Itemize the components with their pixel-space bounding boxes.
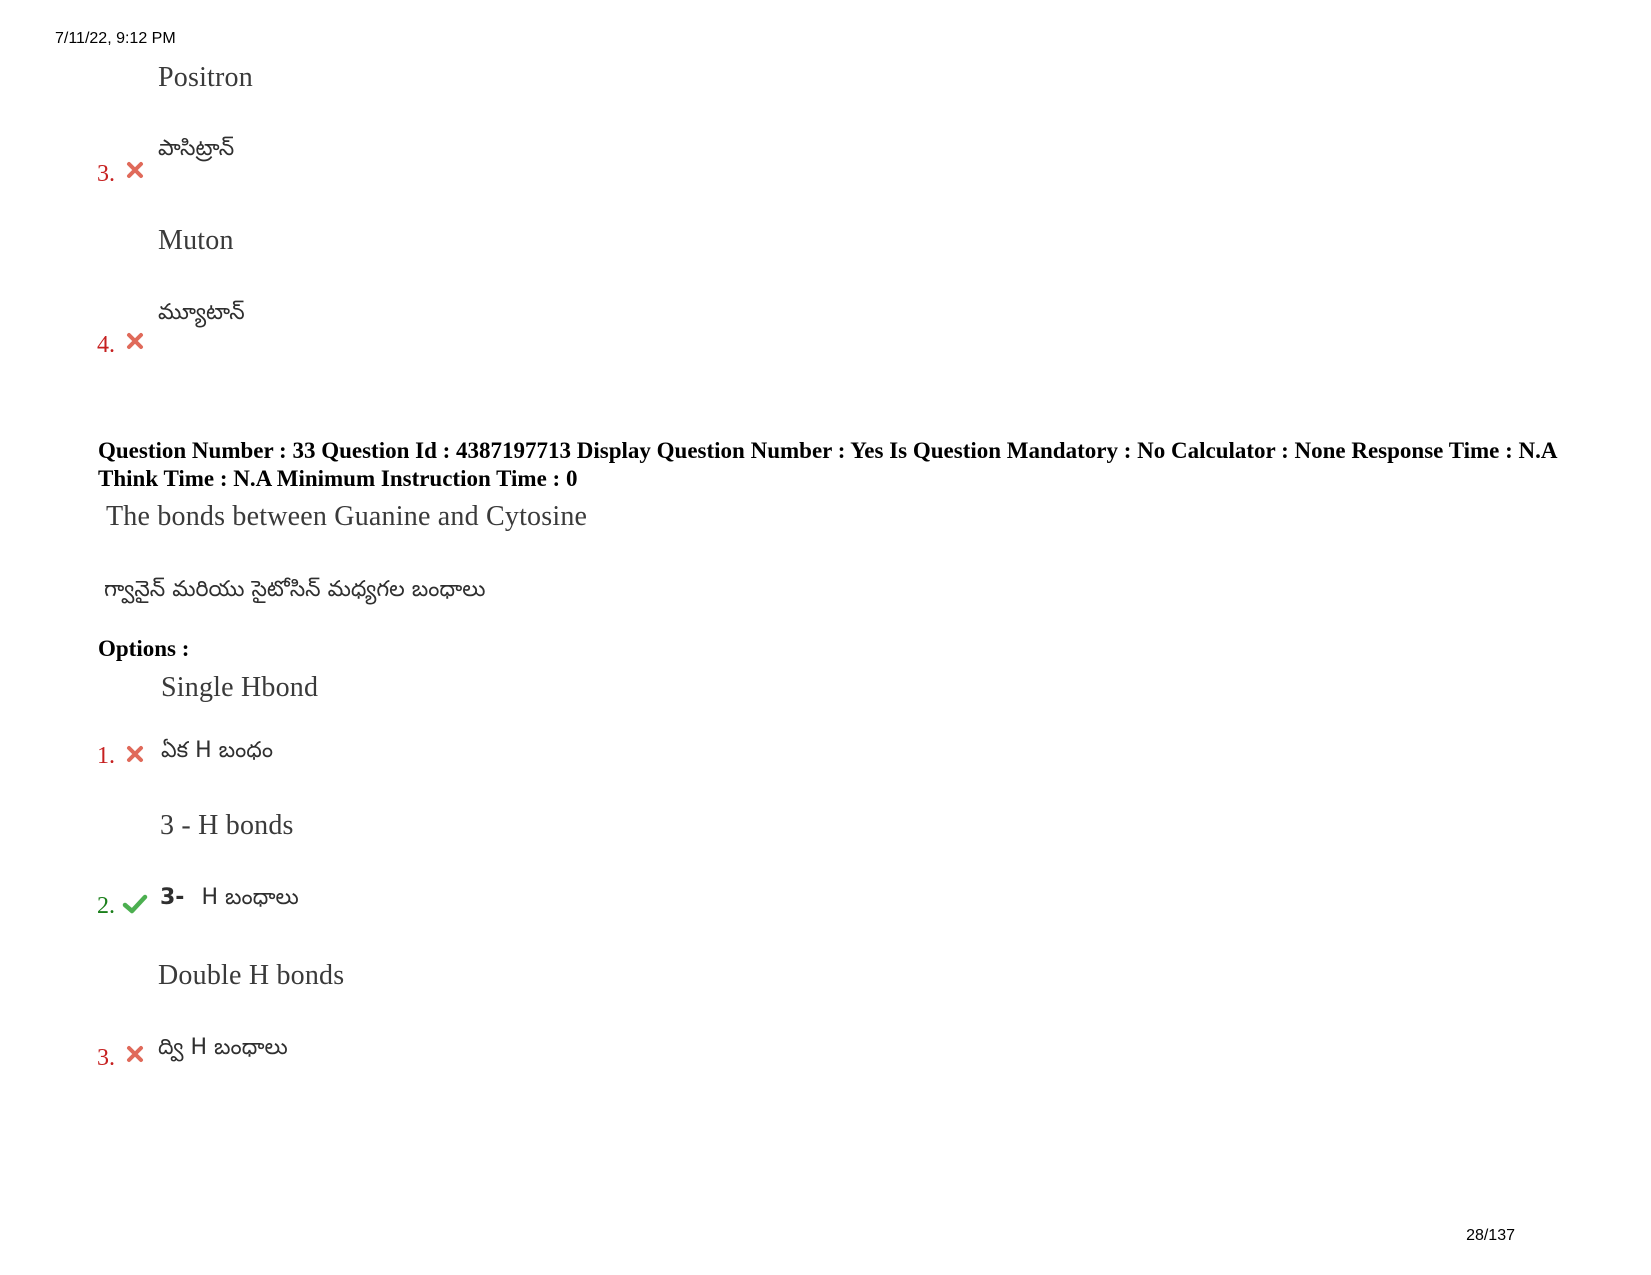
options-label: Options : xyxy=(98,636,190,661)
cross-icon xyxy=(124,743,146,765)
option-number: 3. xyxy=(97,1045,115,1071)
option-telugu-suffix: H బంధాలు xyxy=(201,885,299,910)
cross-icon xyxy=(124,159,146,181)
option-number: 1. xyxy=(97,743,115,769)
option-english-text: Single Hbond xyxy=(161,672,319,703)
option-telugu-text: మ్యూటాన్ xyxy=(158,300,245,325)
cross-icon xyxy=(124,1043,146,1065)
option-telugu-prefix: 3- xyxy=(160,885,185,910)
option-english-text: Muton xyxy=(158,225,234,256)
option-telugu-text: ఏక H బంధం xyxy=(161,738,273,763)
option-english-text: 3 - H bonds xyxy=(160,810,294,841)
option-number: 3. xyxy=(97,161,115,187)
option-telugu-text: పాసిట్రాన్ xyxy=(158,136,235,161)
option-telugu-text: ద్వి H బంధాలు xyxy=(158,1035,288,1060)
option-number: 2. xyxy=(97,893,115,919)
option-english-text: Double H bonds xyxy=(158,960,345,991)
cross-icon xyxy=(124,330,146,352)
question-text-english: The bonds between Guanine and Cytosine xyxy=(106,501,588,532)
option-telugu-text xyxy=(160,885,299,915)
option-number: 4. xyxy=(97,332,115,358)
print-timestamp: 7/11/22, 9:12 PM xyxy=(55,30,176,47)
question-text-telugu: గ్వానైన్ మరియు సైటోసిన్ మధ్యగల బంధాలు xyxy=(104,577,486,602)
question-metadata: Question Number : 33 Question Id : 4387197713 Display Question Number : Yes Is Question Mandatory : No Calculator : None Response Time : N.A Think Time : N.A Minimum Instruction Time : 0 xyxy=(98,438,1557,491)
option-english-text: Positron xyxy=(158,62,253,93)
page-number: 28/137 xyxy=(1466,1227,1515,1244)
check-icon xyxy=(122,893,148,915)
